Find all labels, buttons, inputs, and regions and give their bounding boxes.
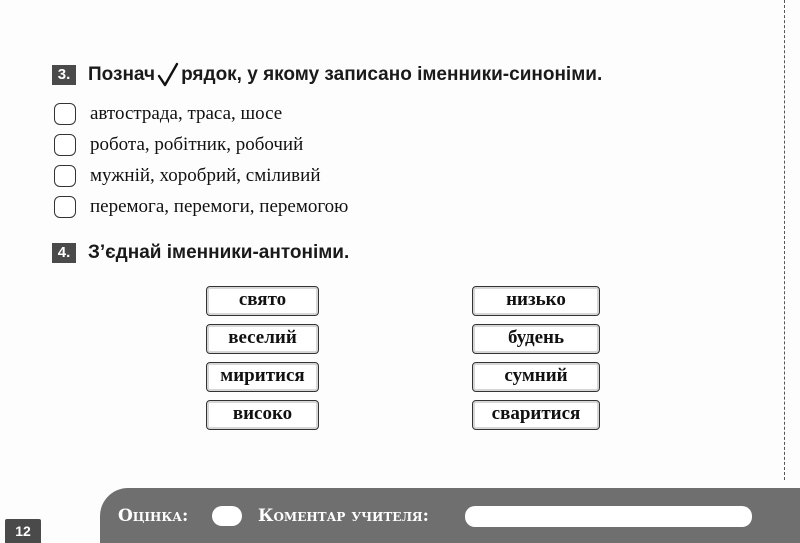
page-number: 12 <box>5 519 41 543</box>
word-card-left[interactable]: свято <box>206 286 319 316</box>
option-checkbox-1[interactable] <box>54 103 76 125</box>
word-card-left[interactable]: веселий <box>206 324 319 354</box>
grade-field[interactable] <box>212 506 242 526</box>
teacher-comment-field[interactable] <box>465 506 752 527</box>
word-card-left[interactable]: високо <box>206 400 319 430</box>
option-label: мужній, хоробрий, сміливий <box>90 164 321 186</box>
task-3-title-start: Познач <box>88 64 156 85</box>
option-label: робота, робітник, робочий <box>90 133 304 155</box>
word-card-right[interactable]: сумний <box>472 362 600 392</box>
word-card-right[interactable]: низько <box>472 286 600 316</box>
option-label: автострада, траса, шосе <box>90 102 283 124</box>
right-word-column <box>472 286 600 438</box>
left-word-column <box>206 286 319 438</box>
page-edge-dashed-line <box>784 0 785 480</box>
option-row <box>54 160 348 191</box>
grade-label: Оцінка: <box>118 506 189 526</box>
option-row <box>54 129 348 160</box>
option-row <box>54 191 348 222</box>
task-3-number: 3. <box>52 65 76 85</box>
teacher-comment-label: Коментар учителя: <box>258 506 429 526</box>
checkmark-icon <box>157 62 179 88</box>
task-4-heading <box>52 242 349 264</box>
option-row <box>54 98 348 129</box>
word-card-right[interactable]: сваритися <box>472 400 600 430</box>
option-checkbox-3[interactable] <box>54 165 76 187</box>
option-label: перемога, перемоги, перемогою <box>90 195 349 217</box>
task-3-heading <box>52 62 602 88</box>
word-card-left[interactable]: миритися <box>206 362 319 392</box>
task-4-title: З’єднай іменники-антоніми. <box>88 242 350 263</box>
option-checkbox-2[interactable] <box>54 134 76 156</box>
option-checkbox-4[interactable] <box>54 196 76 218</box>
task-3-options <box>54 98 348 222</box>
task-4-number: 4. <box>52 243 76 263</box>
word-card-right[interactable]: будень <box>472 324 600 354</box>
task-3-title-end: рядок, у якому записано іменники-синоніми. <box>181 64 603 85</box>
